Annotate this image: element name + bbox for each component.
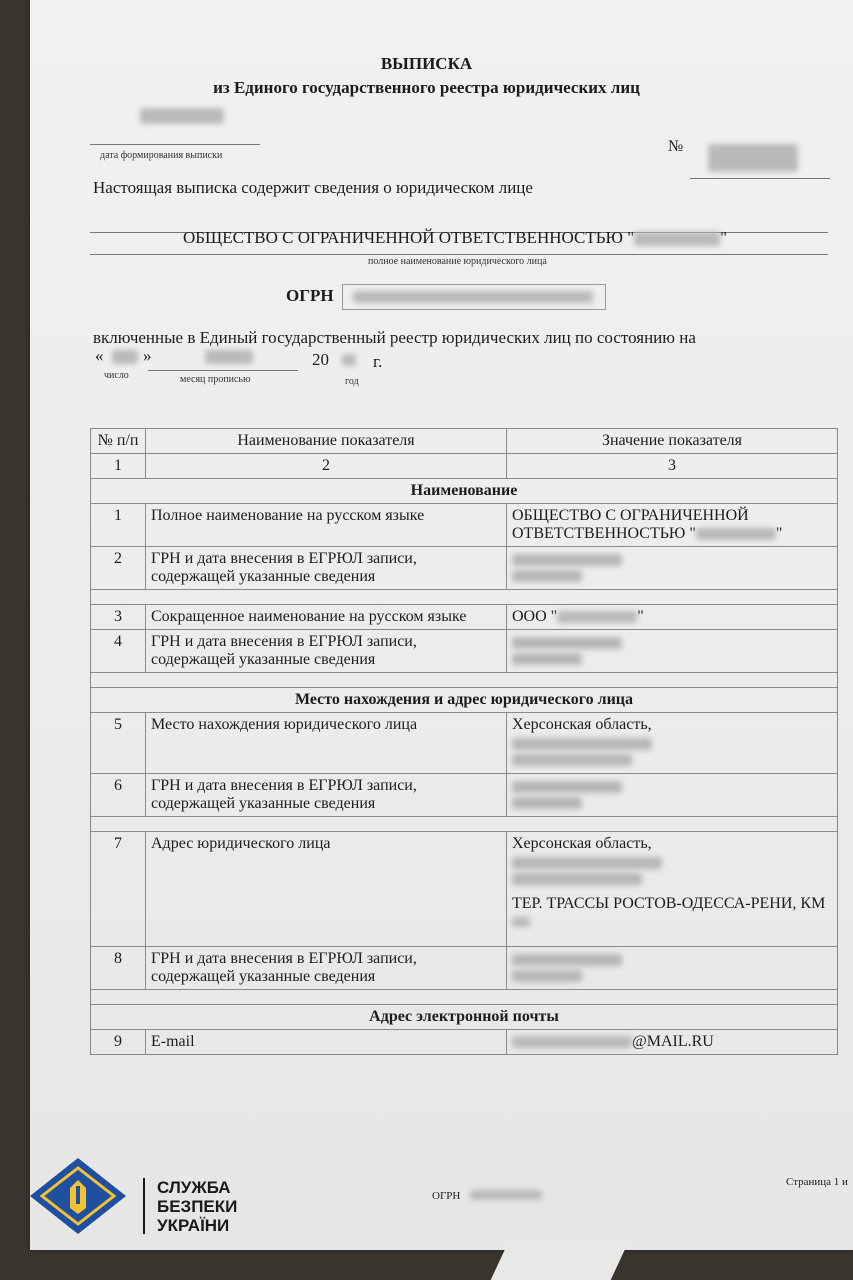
quote-open: « <box>95 346 104 365</box>
logo-separator <box>143 1178 145 1234</box>
caption-year: год <box>345 376 359 387</box>
footer-ogrn-label: ОГРН <box>432 1190 461 1202</box>
row-num: 8 <box>91 947 146 990</box>
table-row <box>91 947 838 990</box>
redacted-day <box>112 350 138 364</box>
redacted-value <box>512 797 582 809</box>
spacer-row <box>91 817 838 832</box>
header-cell-name: Наименование показателя <box>146 429 507 454</box>
logo-line-3: УКРАЇНИ <box>157 1216 230 1235</box>
document-subtitle: из Единого государственного реестра юридических лиц <box>213 78 640 97</box>
redacted-value <box>512 554 622 566</box>
table-row <box>91 547 838 590</box>
row-label: ГРН и дата внесения в ЕГРЮЛ записи, содержащей указанные сведения <box>146 774 507 817</box>
redacted-value <box>557 611 637 623</box>
row-value-extra <box>512 895 832 931</box>
quote-close: » <box>143 346 152 365</box>
included-text: включенные в Единый государственный реестр юридических лиц по состоянию на <box>93 328 696 347</box>
row-label: Адрес юридического лица <box>146 832 507 947</box>
caption-day: число <box>104 370 129 381</box>
section-email: Адрес электронной почты <box>91 1005 838 1030</box>
registry-table <box>90 428 838 1055</box>
full-name-caption: полное наименование юридического лица <box>368 256 547 267</box>
spacer-row <box>91 673 838 688</box>
row-value <box>507 832 838 947</box>
row-value-end: " <box>637 608 644 625</box>
redacted-value <box>512 754 632 766</box>
redacted-value <box>512 970 582 982</box>
ogrn-box <box>342 284 606 310</box>
section-row-email <box>91 1005 838 1030</box>
section-address: Место нахождения и адрес юридического лица <box>91 688 838 713</box>
redacted-value <box>512 738 652 750</box>
row-label: E-mail <box>146 1030 507 1055</box>
row-value-text: @MAIL.RU <box>632 1033 714 1050</box>
redacted-year <box>342 354 356 366</box>
redacted-value <box>512 781 622 793</box>
row-num: 1 <box>91 504 146 547</box>
redacted-value <box>512 954 622 966</box>
spacer-cell <box>91 990 838 1005</box>
row-num: 3 <box>91 605 146 630</box>
section-name: Наименование <box>91 479 838 504</box>
table-row <box>91 774 838 817</box>
row-num: 5 <box>91 713 146 774</box>
redacted-date <box>140 108 224 124</box>
redacted-value <box>512 873 642 885</box>
document-title: ВЫПИСКА <box>380 54 473 73</box>
entity-name-end: " <box>720 228 728 247</box>
table-row <box>91 832 838 947</box>
row-value-text: Херсонская область, <box>512 835 652 852</box>
row-label: ГРН и дата внесения в ЕГРЮЛ записи, содержащей указанные сведения <box>146 947 507 990</box>
section-row-name <box>91 479 838 504</box>
name-line-bottom <box>90 254 828 255</box>
header-cell-value: Значение показателя <box>507 429 838 454</box>
row-value <box>507 605 838 630</box>
caption-month: месяц прописью <box>180 374 251 385</box>
redacted-value <box>512 857 662 869</box>
table-header-nums-row <box>91 454 838 479</box>
table-row <box>91 605 838 630</box>
row-label: Сокращенное наименование на русском языке <box>146 605 507 630</box>
logo-line-2: БЕЗПЕКИ <box>157 1197 238 1216</box>
date-caption: дата формирования выписки <box>100 150 223 161</box>
date-line <box>90 144 260 145</box>
row-value-end: " <box>775 525 783 542</box>
month-line <box>148 370 298 371</box>
redacted-value <box>512 653 582 665</box>
row-value <box>507 774 838 817</box>
redacted-value <box>696 528 776 540</box>
spacer-row <box>91 990 838 1005</box>
row-num: 6 <box>91 774 146 817</box>
table-row <box>91 630 838 673</box>
footer-page-text: Страница 1 и <box>786 1176 848 1188</box>
row-value-extra-text: ТЕР. ТРАССЫ РОСТОВ-ОДЕССА-РЕНИ, КМ <box>512 895 826 912</box>
row-label: ГРН и дата внесения в ЕГРЮЛ записи, содержащей указанные сведения <box>146 547 507 590</box>
row-value-text: ОБЩЕСТВО С ОГРАНИЧЕННОЙ ОТВЕТСТВЕННОСТЬЮ " <box>512 507 749 542</box>
logo-line-1: СЛУЖБА <box>157 1178 231 1197</box>
table-row <box>91 713 838 774</box>
redacted-ogrn <box>353 291 593 303</box>
row-label: Полное наименование на русском языке <box>146 504 507 547</box>
row-value <box>507 1030 838 1055</box>
trident-center <box>76 1186 80 1204</box>
year-suffix: г. <box>373 352 383 371</box>
sbu-emblem-icon <box>30 1158 126 1234</box>
row-num: 7 <box>91 832 146 947</box>
intro-text: Настоящая выписка содержит сведения о юридическом лице <box>93 178 533 197</box>
row-value-text: ООО " <box>512 608 558 625</box>
header-num-3: 3 <box>507 454 838 479</box>
redacted-value <box>512 637 622 649</box>
table-row <box>91 504 838 547</box>
header-cell-num: № п/п <box>91 429 146 454</box>
row-value <box>507 713 838 774</box>
logo-text <box>157 1178 237 1235</box>
redacted-value <box>512 917 530 927</box>
redacted-entity-name <box>634 232 720 246</box>
spacer-row <box>91 590 838 605</box>
row-value <box>507 947 838 990</box>
row-value <box>507 504 838 547</box>
row-label: ГРН и дата внесения в ЕГРЮЛ записи, содержащей указанные сведения <box>146 630 507 673</box>
section-row-address <box>91 688 838 713</box>
entity-name <box>183 228 727 248</box>
row-value-text: Херсонская область, <box>512 716 652 733</box>
spacer-cell <box>91 590 838 605</box>
ogrn-label: ОГРН <box>286 286 334 305</box>
number-line <box>690 178 830 179</box>
spacer-cell <box>91 817 838 832</box>
row-label: Место нахождения юридического лица <box>146 713 507 774</box>
redacted-number <box>708 144 798 172</box>
redacted-value <box>512 1036 632 1048</box>
table-row <box>91 1030 838 1055</box>
row-value <box>507 547 838 590</box>
redacted-month <box>205 350 253 364</box>
entity-name-text: ОБЩЕСТВО С ОГРАНИЧЕННОЙ ОТВЕТСТВЕННОСТЬЮ " <box>183 228 635 247</box>
number-label: № <box>668 138 684 155</box>
redacted-value <box>512 570 582 582</box>
year-prefix: 20 <box>312 350 329 369</box>
header-num-1: 1 <box>91 454 146 479</box>
redacted-footer-ogrn <box>470 1190 542 1200</box>
header-num-2: 2 <box>146 454 507 479</box>
spacer-cell <box>91 673 838 688</box>
paper-corner <box>491 1240 630 1280</box>
row-value <box>507 630 838 673</box>
row-num: 2 <box>91 547 146 590</box>
row-num: 4 <box>91 630 146 673</box>
row-num: 9 <box>91 1030 146 1055</box>
table-header-row <box>91 429 838 454</box>
